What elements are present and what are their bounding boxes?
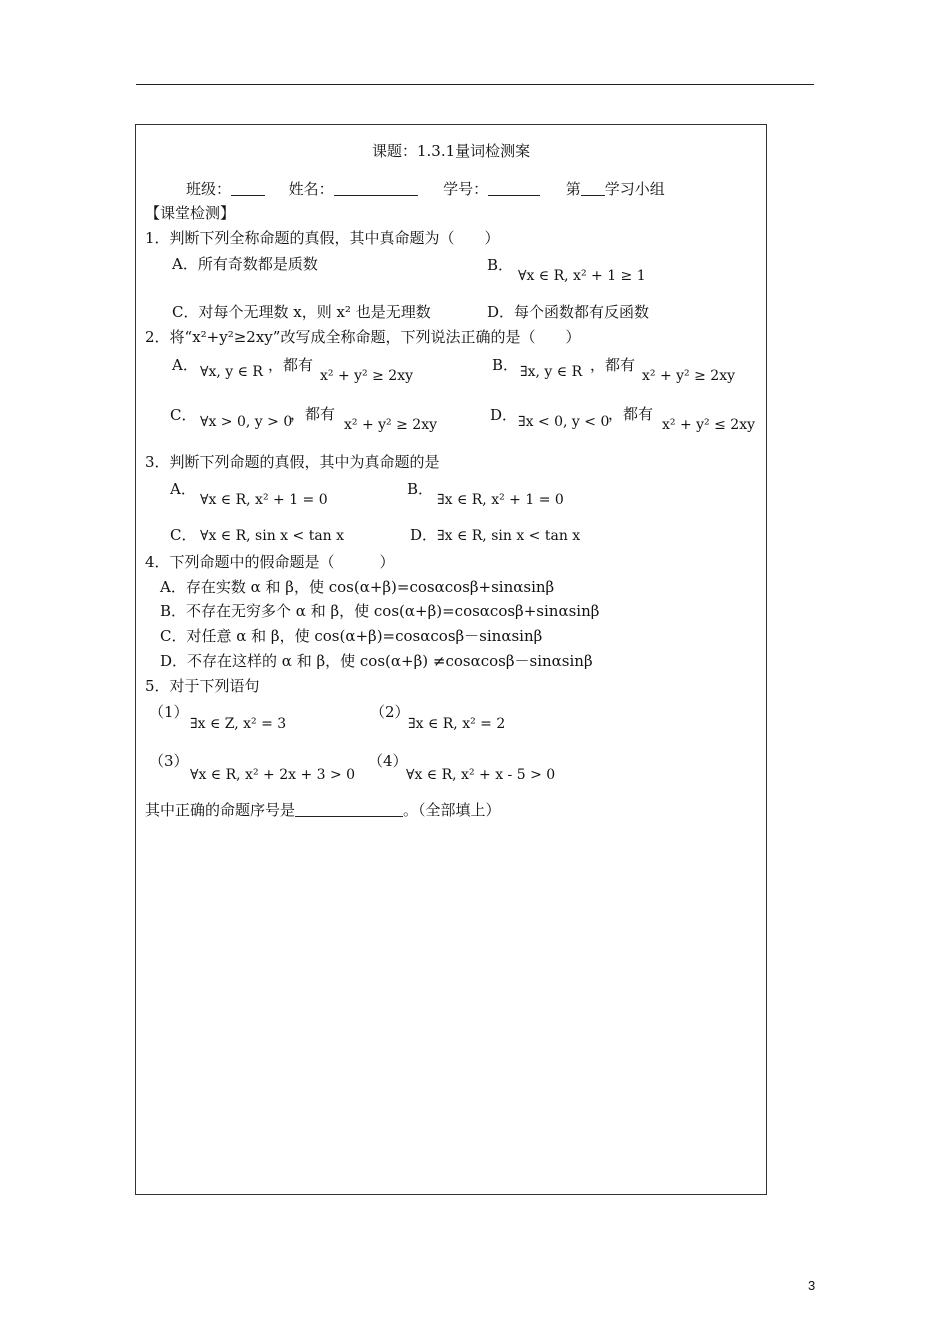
q1-option-a: A．所有奇数都是质数	[172, 255, 318, 273]
worksheet-title: 课题：1.3.1量词检测案	[372, 142, 531, 160]
page-number: 3	[808, 1278, 816, 1293]
q2-option-a-math2: x² + y² ≥ 2xy	[320, 368, 414, 384]
q2-option-d-math2: x² + y² ≤ 2xy	[662, 417, 756, 433]
q5-item2-math: ∃x ∈ R, x² = 2	[408, 716, 506, 732]
q3-stem: 3．判断下列命题的真假，其中为真命题的是	[145, 453, 440, 471]
q2-option-c-word: ，都有	[290, 405, 336, 423]
q2-option-c-math: ∀x > 0, y > 0	[200, 414, 293, 430]
q5-stem: 5．对于下列语句	[145, 677, 260, 695]
q4-option-c: C．对任意 α 和 β，使 cos(α+β)=cosαcosβ－sinαsinβ	[160, 627, 543, 645]
q3-option-a-label: A．	[170, 480, 196, 498]
q4-option-d: D．不存在这样的 α 和 β，使 cos(α+β) ≠cosαcosβ－sinαsinβ	[160, 652, 593, 670]
q5-item4-math: ∀x ∈ R, x² + x - 5 > 0	[406, 767, 556, 783]
q2-option-a-math: ∀x, y ∈ R	[200, 364, 263, 380]
q3-option-d-math: ∃x ∈ R, sin x < tan x	[437, 528, 581, 544]
q5-item1-math: ∃x ∈ Z, x² = 3	[190, 716, 287, 732]
group-label-post: 学习小组	[604, 180, 665, 198]
section-heading: 【课堂检测】	[145, 204, 236, 222]
q2-stem: 2．将“x²+y²≥2xy”改写成全称命题，下列说法正确的是（ ）	[145, 328, 581, 346]
group-blank[interactable]	[581, 181, 605, 196]
q4-stem: 4．下列命题中的假命题是（ ）	[145, 553, 395, 571]
student-id-label: 学号：	[443, 180, 489, 198]
q5-item4-label: （4）	[368, 752, 408, 770]
q3-option-b-math: ∃x ∈ R, x² + 1 = 0	[437, 492, 564, 508]
q4-option-a: A．存在实数 α 和 β，使 cos(α+β)=cosαcosβ+sinαsinβ	[160, 578, 555, 596]
q2-option-d-word: ，都有	[608, 405, 654, 423]
q2-option-a-word: ，都有	[268, 356, 314, 374]
q2-option-b-math2: x² + y² ≥ 2xy	[642, 368, 736, 384]
header-rule	[136, 84, 814, 85]
class-label: 班级：	[186, 180, 232, 198]
q2-option-b-word: ，都有	[590, 356, 636, 374]
q2-option-c-math2: x² + y² ≥ 2xy	[344, 417, 438, 433]
q2-option-c-label: C．	[170, 406, 197, 424]
name-label: 姓名：	[288, 180, 334, 198]
q5-item3-math: ∀x ∈ R, x² + 2x + 3 > 0	[190, 767, 356, 783]
q2-option-b-label: B．	[492, 356, 519, 374]
q5-item3-label: （3）	[149, 752, 189, 770]
q5-item1-label: （1）	[149, 703, 189, 721]
student-info-line	[186, 180, 665, 198]
q1-option-b-label: B．	[487, 256, 514, 274]
q1-stem: 1．判断下列全称命题的真假，其中真命题为（ ）	[145, 229, 500, 247]
q2-option-a-label: A．	[172, 356, 198, 374]
q3-option-c-label: C．	[170, 526, 197, 544]
q5-answer-suffix: 。（全部填上）	[403, 801, 501, 819]
student-id-blank[interactable]	[488, 181, 540, 196]
group-label-pre: 第	[565, 180, 581, 198]
name-blank[interactable]	[334, 181, 418, 196]
q3-option-b-label: B．	[407, 480, 434, 498]
q5-answer-prefix: 其中正确的命题序号是	[145, 801, 296, 819]
q3-option-a-math: ∀x ∈ R, x² + 1 = 0	[200, 492, 328, 508]
q1-option-c: C．对每个无理数 x，则 x² 也是无理数	[172, 303, 431, 321]
q3-option-d-label: D．	[410, 526, 438, 544]
q5-item2-label: （2）	[370, 703, 410, 721]
q2-option-d-math: ∃x < 0, y < 0	[518, 414, 610, 430]
q2-option-b-math: ∃x, y ∈ R	[520, 364, 583, 380]
q3-option-c-math: ∀x ∈ R, sin x < tan x	[200, 528, 345, 544]
q4-option-b: B．不存在无穷多个 α 和 β，使 cos(α+β)=cosαcosβ+sinαsinβ	[160, 602, 600, 620]
q1-option-d: D．每个函数都有反函数	[487, 303, 650, 321]
q1-option-b-math: ∀x ∈ R, x² + 1 ≥ 1	[518, 268, 646, 284]
class-blank[interactable]	[231, 181, 265, 196]
q5-answer-line	[145, 801, 501, 819]
q2-option-d-label: D．	[490, 406, 518, 424]
q5-answer-blank[interactable]	[295, 802, 403, 817]
